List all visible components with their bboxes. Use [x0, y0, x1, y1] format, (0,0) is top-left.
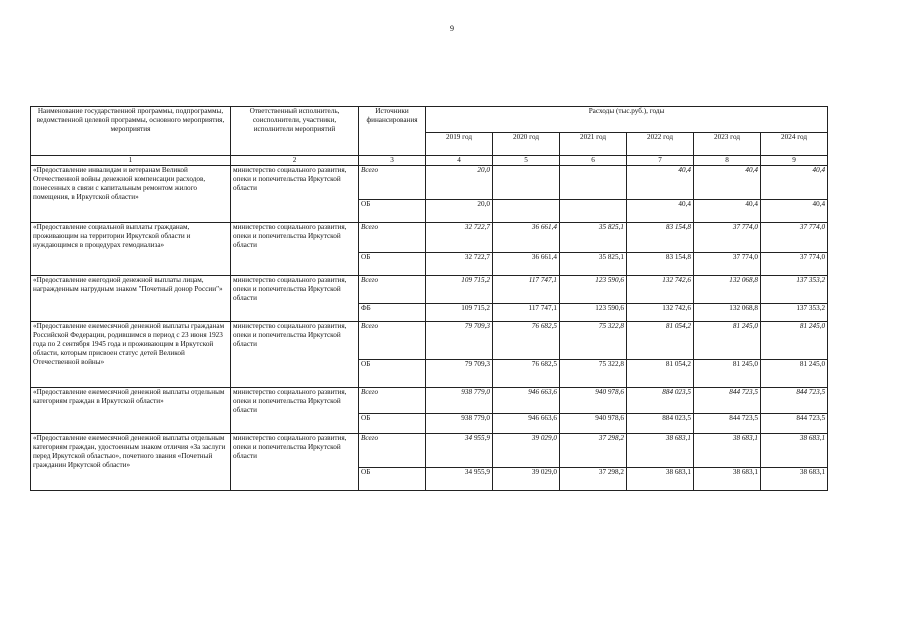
source-label: ОБ: [359, 200, 426, 223]
source-value: 132 068,8: [694, 304, 761, 322]
source-value: 137 353,2: [761, 304, 828, 322]
total-value: 844 723,5: [694, 388, 761, 414]
total-label: Всего: [359, 434, 426, 468]
total-value: 40,4: [627, 166, 694, 200]
executor: министерство социального развития, опеки и попечительства Иркутской области: [231, 388, 359, 434]
total-label: Всего: [359, 223, 426, 253]
executor: министерство социального развития, опеки и попечительства Иркутской области: [231, 276, 359, 322]
total-value: 40,4: [761, 166, 828, 200]
budget-table: [30, 106, 828, 491]
source-value: 83 154,8: [627, 253, 694, 276]
total-value: 117 747,1: [493, 276, 560, 304]
total-value: 938 779,0: [426, 388, 493, 414]
source-value: 109 715,2: [426, 304, 493, 322]
program-name: «Предоставление инвалидам и ветеранам Великой Отечественной войны денежной компенсации расходов, понесенных в связи с капитальным ремонтом жилого помещения, в Иркутской области»: [31, 166, 231, 223]
source-value: 76 682,5: [493, 360, 560, 388]
total-value: 39 029,0: [493, 434, 560, 468]
source-value: 938 779,0: [426, 414, 493, 434]
total-label: Всего: [359, 276, 426, 304]
total-value: 75 322,8: [560, 322, 627, 360]
source-value: 40,4: [694, 200, 761, 223]
header-year: 2023 год: [694, 133, 761, 156]
source-label: ОБ: [359, 414, 426, 434]
page-number: 9: [450, 24, 454, 33]
header-year: 2021 год: [560, 133, 627, 156]
column-number: 2: [231, 156, 359, 166]
source-label: ОБ: [359, 253, 426, 276]
total-value: 36 661,4: [493, 223, 560, 253]
program-name: «Предоставление ежегодной денежной выплаты лицам, награжденным нагрудным знаком "Почетный донор России"»: [31, 276, 231, 322]
source-value: 40,4: [761, 200, 828, 223]
total-value: 123 590,6: [560, 276, 627, 304]
total-value: 37 774,0: [694, 223, 761, 253]
source-value: 117 747,1: [493, 304, 560, 322]
header-year: 2019 год: [426, 133, 493, 156]
source-value: 37 774,0: [761, 253, 828, 276]
source-value: 38 683,1: [627, 468, 694, 491]
total-value: 81 054,2: [627, 322, 694, 360]
header-year: 2022 год: [627, 133, 694, 156]
total-value: 884 023,5: [627, 388, 694, 414]
source-value: 75 322,8: [560, 360, 627, 388]
table-row: [31, 276, 828, 304]
program-name: «Предоставление ежемесячной денежной выплаты отдельным категориям граждан, удостоенным знаком отличия «За заслуги перед Иркутской областью», почетного звания «Почетный гражданин Иркутской области»: [31, 434, 231, 491]
column-number: 3: [359, 156, 426, 166]
total-value: 20,0: [426, 166, 493, 200]
table-row: [31, 434, 828, 468]
source-value: 940 978,6: [560, 414, 627, 434]
total-value: 37 774,0: [761, 223, 828, 253]
column-number: 6: [560, 156, 627, 166]
source-value: 79 709,3: [426, 360, 493, 388]
total-value: 35 825,1: [560, 223, 627, 253]
source-value: 32 722,7: [426, 253, 493, 276]
total-value: 940 978,6: [560, 388, 627, 414]
source-label: ФБ: [359, 304, 426, 322]
source-value: 39 029,0: [493, 468, 560, 491]
source-value: [493, 200, 560, 223]
source-value: 40,4: [627, 200, 694, 223]
total-value: 109 715,2: [426, 276, 493, 304]
total-value: 38 683,1: [627, 434, 694, 468]
total-value: 32 722,7: [426, 223, 493, 253]
executor: министерство социального развития, опеки и попечительства Иркутской области: [231, 434, 359, 491]
header-name: Наименование государственной программы, подпрограммы, ведомственной целевой программы, основного мероприятия, мероприятия: [31, 107, 231, 156]
total-value: 83 154,8: [627, 223, 694, 253]
source-value: 37 298,2: [560, 468, 627, 491]
total-label: Всего: [359, 322, 426, 360]
column-number: 1: [31, 156, 231, 166]
table-row: [31, 322, 828, 360]
source-value: 132 742,6: [627, 304, 694, 322]
source-value: 35 825,1: [560, 253, 627, 276]
program-name: «Предоставление социальной выплаты гражданам, проживающим на территории Иркутской области и нуждающимся в процедурах гемодиализа»: [31, 223, 231, 276]
executor: министерство социального развития, опеки и попечительства Иркутской области: [231, 223, 359, 276]
column-number: 7: [627, 156, 694, 166]
total-value: 132 742,6: [627, 276, 694, 304]
header-year: 2020 год: [493, 133, 560, 156]
header-expenses: Расходы (тыс.руб.), годы: [426, 107, 828, 133]
source-value: 37 774,0: [694, 253, 761, 276]
total-value: 132 068,8: [694, 276, 761, 304]
executor: министерство социального развития, опеки и попечительства Иркутской области: [231, 322, 359, 388]
source-value: 20,0: [426, 200, 493, 223]
column-number: 5: [493, 156, 560, 166]
total-value: [560, 166, 627, 200]
executor: министерство социального развития, опеки и попечительства Иркутской области: [231, 166, 359, 223]
table-row: [31, 223, 828, 253]
total-value: 38 683,1: [694, 434, 761, 468]
source-value: 36 661,4: [493, 253, 560, 276]
total-value: 137 353,2: [761, 276, 828, 304]
column-number: 8: [694, 156, 761, 166]
program-name: «Предоставление ежемесячной денежной выплаты гражданам Российской Федерации, родившимся в период с 23 июня 1923 года по 2 сентября 1945 года и проживающим в Иркутской области, которым присвоен статус детей Великой Отечественной войны»: [31, 322, 231, 388]
source-label: ОБ: [359, 360, 426, 388]
source-value: [560, 200, 627, 223]
source-value: 81 054,2: [627, 360, 694, 388]
source-value: 81 245,0: [694, 360, 761, 388]
source-value: 34 955,9: [426, 468, 493, 491]
source-value: 884 023,5: [627, 414, 694, 434]
total-value: 34 955,9: [426, 434, 493, 468]
total-value: 844 723,5: [761, 388, 828, 414]
source-value: 38 683,1: [761, 468, 828, 491]
source-value: 844 723,5: [694, 414, 761, 434]
source-value: 123 590,6: [560, 304, 627, 322]
source-value: 946 663,6: [493, 414, 560, 434]
column-number: 4: [426, 156, 493, 166]
total-value: 79 709,3: [426, 322, 493, 360]
total-value: 76 682,5: [493, 322, 560, 360]
total-value: [493, 166, 560, 200]
total-value: 81 245,0: [761, 322, 828, 360]
source-value: 844 723,5: [761, 414, 828, 434]
column-number: 9: [761, 156, 828, 166]
source-label: ОБ: [359, 468, 426, 491]
source-value: 38 683,1: [694, 468, 761, 491]
total-value: 40,4: [694, 166, 761, 200]
header-year: 2024 год: [761, 133, 828, 156]
header-executor: Ответственный исполнитель, соисполнители, участники, исполнители мероприятий: [231, 107, 359, 156]
total-value: 37 298,2: [560, 434, 627, 468]
source-value: 81 245,0: [761, 360, 828, 388]
table-row: [31, 388, 828, 414]
program-name: «Предоставление ежемесячной денежной выплаты отдельным категориям граждан в Иркутской области»: [31, 388, 231, 434]
total-label: Всего: [359, 166, 426, 200]
total-label: Всего: [359, 388, 426, 414]
total-value: 946 663,6: [493, 388, 560, 414]
total-value: 38 683,1: [761, 434, 828, 468]
table-row: [31, 166, 828, 200]
total-value: 81 245,0: [694, 322, 761, 360]
header-source: Источники финансирования: [359, 107, 426, 156]
